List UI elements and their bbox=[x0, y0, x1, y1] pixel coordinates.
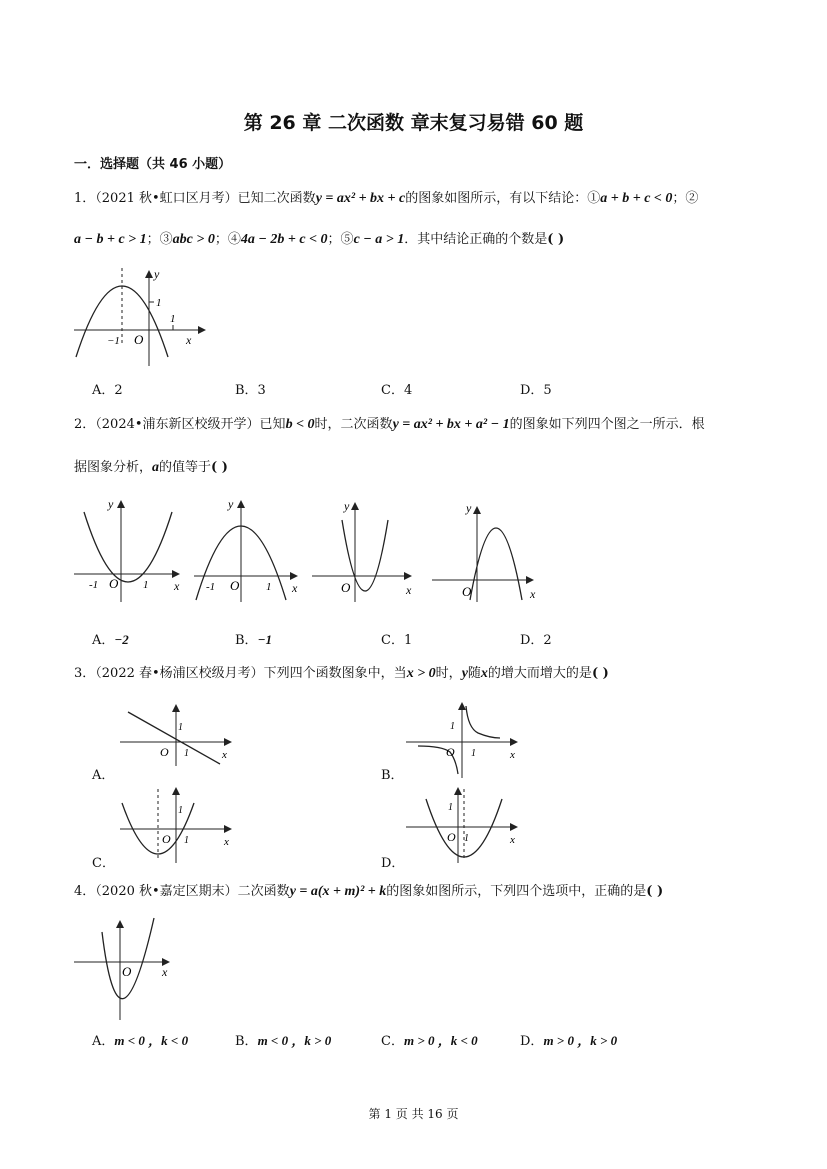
question-text: ．其中结论正确的个数是 bbox=[404, 232, 548, 247]
option-prefix: B． bbox=[235, 1034, 258, 1049]
option-a[interactable] bbox=[92, 1030, 188, 1049]
parabola bbox=[470, 528, 522, 600]
origin-label: O bbox=[122, 964, 132, 979]
answer-paren: ( ) bbox=[547, 232, 565, 247]
option-d[interactable]: D．2 bbox=[520, 633, 552, 648]
question-3-graph-c bbox=[118, 785, 238, 865]
conclusion-1: a + b + c < 0 bbox=[600, 191, 673, 206]
option-c[interactable]: C．1 bbox=[381, 633, 413, 648]
question-text: 据图象分析， bbox=[74, 460, 153, 475]
x-arrow bbox=[404, 572, 412, 580]
parabola bbox=[76, 286, 168, 357]
one-label: 1 bbox=[471, 748, 476, 759]
question-2-line-1 bbox=[74, 416, 705, 434]
x-arrow bbox=[510, 738, 518, 746]
option-b[interactable]: B． bbox=[381, 768, 404, 783]
question-2-graph-2 bbox=[192, 492, 304, 604]
y-arrow bbox=[473, 506, 481, 514]
option-value: −1 bbox=[257, 632, 272, 647]
one-label: 1 bbox=[184, 748, 189, 759]
one-label: 1 bbox=[266, 581, 272, 593]
x-arrow bbox=[224, 825, 232, 833]
option-c[interactable]: C．4 bbox=[381, 383, 413, 398]
question-number: 2． bbox=[74, 417, 96, 432]
origin-label: O bbox=[162, 832, 171, 846]
origin-label: O bbox=[109, 576, 119, 591]
x-label: x bbox=[530, 587, 536, 601]
y-arrow bbox=[172, 704, 180, 712]
math-expression: y = ax² + bx + a² − 1 bbox=[392, 417, 510, 432]
one-label: 1 bbox=[143, 579, 149, 591]
question-source: （2021 秋•虹口区月考） bbox=[95, 191, 238, 206]
question-text: 的图象如图所示，下列四个选项中，正确的是 bbox=[386, 884, 647, 899]
x-arrow bbox=[290, 572, 298, 580]
question-3-graph-d bbox=[404, 785, 524, 865]
parabola bbox=[102, 918, 154, 999]
option-prefix: A． bbox=[92, 1034, 115, 1049]
question-2-graph-3 bbox=[310, 492, 422, 604]
math-var: x bbox=[480, 666, 488, 681]
conclusion-5: c − a > 1 bbox=[353, 232, 405, 247]
origin-label: O bbox=[160, 745, 169, 759]
x-label: x bbox=[174, 579, 180, 593]
question-text: 时，二次函数 bbox=[314, 417, 393, 432]
option-b[interactable]: B．3 bbox=[235, 383, 266, 398]
y-arrow bbox=[117, 500, 125, 508]
conclusion-4: 4a − 2b + c < 0 bbox=[240, 232, 328, 247]
line-graph bbox=[128, 712, 220, 764]
answer-paren: ( ) bbox=[591, 666, 609, 681]
question-2-graph-4 bbox=[430, 492, 544, 604]
hyperbola-branch bbox=[466, 706, 500, 738]
section-heading: 一．选择题（共 46 小题） bbox=[74, 157, 232, 172]
one-label: 1 bbox=[184, 835, 189, 846]
x-arrow bbox=[526, 576, 534, 584]
one-x-label: 1 bbox=[170, 313, 176, 325]
origin-label: O bbox=[341, 580, 351, 595]
answer-paren: ( ) bbox=[646, 884, 664, 899]
page-footer: 第 1 页 共 16 页 bbox=[368, 1107, 459, 1121]
question-text: 随 bbox=[467, 666, 481, 681]
math-var: y bbox=[461, 666, 468, 681]
option-prefix: A． bbox=[92, 633, 115, 648]
one-y-label: 1 bbox=[156, 297, 162, 309]
question-1-line-1 bbox=[74, 190, 698, 208]
origin-label: O bbox=[446, 745, 455, 759]
math-expression: y = a(x + m)² + k bbox=[289, 884, 387, 899]
question-1-line-2 bbox=[74, 231, 564, 249]
x-label: x bbox=[406, 583, 412, 597]
y-arrow bbox=[237, 500, 245, 508]
neg-one-label: -1 bbox=[206, 581, 216, 593]
question-4-graph bbox=[72, 912, 182, 1022]
question-source: （2020 秋•嘉定区期末） bbox=[95, 884, 238, 899]
math-condition: b < 0 bbox=[285, 417, 315, 432]
neg-one-label: -1 bbox=[89, 579, 99, 591]
origin-label: O bbox=[134, 332, 144, 347]
question-number: 1． bbox=[74, 191, 96, 206]
y-label: y bbox=[108, 497, 114, 511]
option-a[interactable]: A．2 bbox=[92, 383, 123, 398]
y-label: y bbox=[154, 267, 160, 281]
x-label: x bbox=[510, 749, 515, 761]
question-3-line-1 bbox=[74, 665, 609, 683]
y-arrow bbox=[145, 270, 153, 278]
question-3-graph-b bbox=[404, 700, 524, 780]
option-value: m < 0 ，k < 0 bbox=[114, 1033, 189, 1048]
question-3-graph-a bbox=[118, 700, 238, 768]
question-2-line-2 bbox=[74, 459, 228, 477]
neg-one-label: −1 bbox=[107, 335, 120, 347]
option-prefix: B． bbox=[235, 633, 258, 648]
question-text: 的图象如图所示，有以下结论：① bbox=[405, 191, 601, 206]
question-text: 下列四个函数图象中，当 bbox=[263, 666, 407, 681]
x-label: x bbox=[186, 333, 192, 347]
option-value: m > 0 ，k < 0 bbox=[403, 1033, 478, 1048]
option-value: m > 0 ，k > 0 bbox=[543, 1033, 618, 1048]
conclusion-3: abc > 0 bbox=[172, 232, 215, 247]
question-2-graph-1 bbox=[72, 492, 190, 604]
math-var: a bbox=[152, 460, 160, 475]
y-arrow bbox=[351, 502, 359, 510]
question-text: 已知二次函数 bbox=[237, 191, 316, 206]
y-label: y bbox=[228, 497, 234, 511]
answer-paren: ( ) bbox=[211, 460, 228, 475]
option-c[interactable] bbox=[381, 1030, 478, 1049]
one-label: 1 bbox=[448, 802, 453, 813]
math-expression: y = ax² + bx + c bbox=[315, 191, 406, 206]
y-label: y bbox=[344, 499, 350, 513]
x-label: x bbox=[510, 834, 515, 846]
option-b[interactable] bbox=[235, 629, 272, 648]
parabola bbox=[84, 512, 172, 582]
separator: ；② bbox=[672, 191, 699, 206]
one-label: 1 bbox=[464, 833, 469, 844]
y-arrow bbox=[172, 787, 180, 795]
question-source: （2022 春•杨浦区校级月考） bbox=[95, 666, 264, 681]
y-arrow bbox=[116, 920, 124, 928]
question-text: 二次函数 bbox=[237, 884, 290, 899]
option-value: m < 0 ，k > 0 bbox=[257, 1033, 332, 1048]
y-arrow bbox=[458, 702, 466, 710]
origin-label: O bbox=[462, 584, 472, 599]
one-label: 1 bbox=[178, 722, 183, 733]
question-text: 的值等于 bbox=[159, 460, 212, 475]
separator: ；④ bbox=[214, 232, 241, 247]
separator: ；③ bbox=[146, 232, 173, 247]
x-arrow bbox=[510, 823, 518, 831]
one-label: 1 bbox=[450, 721, 455, 732]
math-condition: x > 0 bbox=[406, 666, 436, 681]
option-d[interactable]: D． bbox=[381, 856, 405, 871]
option-a[interactable]: A． bbox=[92, 768, 115, 783]
conclusion-2: a − b + c > 1 bbox=[74, 232, 147, 247]
one-label: 1 bbox=[178, 805, 183, 816]
x-label: x bbox=[224, 836, 229, 848]
origin-label: O bbox=[230, 578, 240, 593]
question-text: 的增大而增大的是 bbox=[487, 666, 592, 681]
question-number: 4． bbox=[74, 884, 96, 899]
x-arrow bbox=[224, 738, 232, 746]
x-label: x bbox=[292, 581, 298, 595]
separator: ；⑤ bbox=[327, 232, 354, 247]
x-arrow bbox=[172, 570, 180, 578]
option-prefix: D． bbox=[520, 1034, 544, 1049]
option-b[interactable] bbox=[235, 1030, 331, 1049]
question-source: （2024•浦东新区校级开学） bbox=[95, 417, 260, 432]
origin-label: O bbox=[447, 830, 456, 844]
x-arrow bbox=[198, 326, 206, 334]
question-1-graph bbox=[70, 262, 210, 368]
x-label: x bbox=[162, 965, 168, 979]
question-text: 的图象如下列四个图之一所示．根 bbox=[509, 417, 705, 432]
option-c[interactable]: C． bbox=[92, 856, 115, 871]
question-text: 时， bbox=[435, 666, 462, 681]
x-label: x bbox=[222, 749, 227, 761]
question-4-line-1 bbox=[74, 883, 663, 901]
option-a[interactable] bbox=[92, 629, 129, 648]
question-number: 3． bbox=[74, 666, 96, 681]
page-title: 第 26 章 二次函数 章末复习易错 60 题 bbox=[243, 112, 584, 134]
y-arrow bbox=[454, 787, 462, 795]
y-label: y bbox=[466, 501, 472, 515]
option-d[interactable]: D．5 bbox=[520, 383, 552, 398]
option-prefix: C． bbox=[381, 1034, 404, 1049]
question-text: 已知 bbox=[259, 417, 286, 432]
option-d[interactable] bbox=[520, 1030, 617, 1049]
option-value: −2 bbox=[114, 632, 129, 647]
